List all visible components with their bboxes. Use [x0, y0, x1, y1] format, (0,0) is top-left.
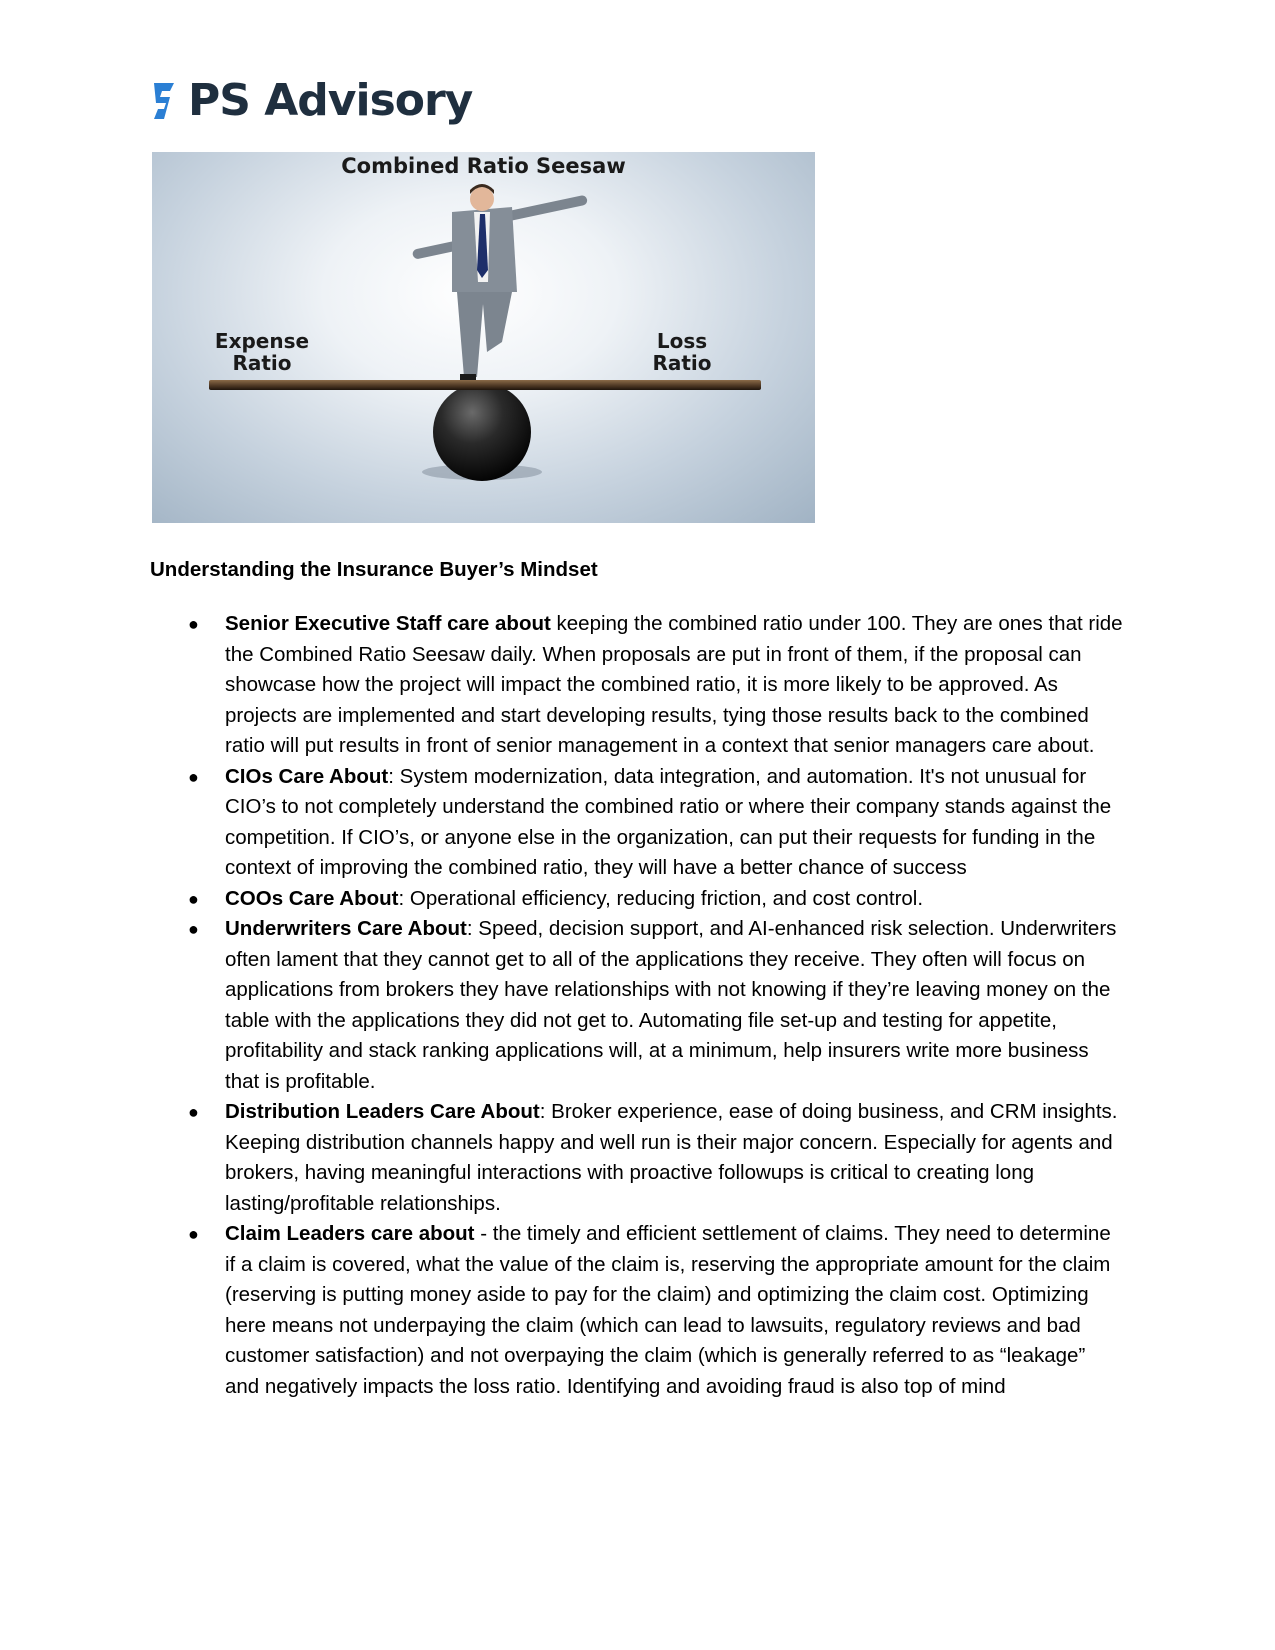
bullet-icon: ●	[188, 614, 199, 634]
bullet-text: : System modernization, data integration, and automation. It's not unusual for CIO’s to not completely understand the combined ratio or where their company stands against the competition. If CIO’s, or anyone else in the organization, can put their requests for funding in the context of improving the combined ratio, they will have a better chance of success	[225, 764, 1112, 879]
bullet-lead: Distribution Leaders Care About	[225, 1100, 540, 1123]
bullet-list	[0, 609, 1275, 1402]
bullet-lead: Senior Executive Staff care about	[225, 612, 551, 635]
bullet-text: keeping the combined ratio under 100. They are ones that ride the Combined Ratio Seesaw daily. When proposals are put in front of them, if the proposal can showcase how the project will impact the combined ratio, it is more likely to be approved. As projects are implemented and start developing results, tying those results back to the combined ratio will put results in front of senior management in a context that senior managers care about.	[225, 612, 1123, 757]
bullet-icon: ●	[188, 766, 199, 787]
seesaw-figure	[152, 152, 815, 523]
list-item	[188, 1219, 1125, 1402]
figure-title: Combined Ratio Seesaw	[341, 154, 626, 178]
list-item	[188, 609, 1125, 762]
bullet-lead: Underwriters Care About	[225, 917, 467, 940]
bullet-text: : Operational efficiency, reducing friction, and cost control.	[398, 886, 924, 910]
company-logo	[150, 74, 472, 128]
list-item	[188, 914, 1125, 1097]
bullet-lead: COOs Care About	[225, 886, 399, 910]
bullet-text: - the timely and efficient settlement of claims. They need to determine if a claim is covered, what the value of the claim is, reserving the appropriate amount for the claim (reserving is putting money aside to pay for the claim) and optimizing the claim cost. Optimizing here means not underpaying the claim (which can lead to lawsuits, regulatory reviews and bad customer satisfaction) and not overpaying the claim (which is generally referred to as “leakage” and negatively impacts the loss ratio. Identifying and avoiding fraud is also top of mind	[225, 1222, 1111, 1398]
seesaw-plank	[209, 380, 761, 390]
seesaw-ball	[433, 383, 531, 481]
ps-logo-mark-icon	[150, 81, 180, 121]
list-item	[188, 884, 1125, 915]
list-item	[188, 762, 1125, 884]
bullet-lead: CIOs Care About	[225, 764, 389, 788]
section-heading: Understanding the Insurance Buyer’s Mindset	[150, 558, 598, 581]
bullet-icon: ●	[188, 1102, 199, 1122]
bullet-icon: ●	[188, 888, 199, 909]
bullet-text: : Broker experience, ease of doing business, and CRM insights. Keeping distribution channels happy and well run is their major concern. Especially for agents and brokers, having meaningful interactions with proactive followups is critical to creating long lasting/profitable relationships.	[225, 1100, 1118, 1215]
list-item	[188, 1097, 1125, 1219]
bullet-text: : Speed, decision support, and AI-enhanced risk selection. Underwriters often lament that they cannot get to all of the applications they receive. They often will focus on applications from brokers they have relationships with not knowing if they’re leaving money on the table with the applications they did not get to. Automating file set-up and testing for appetite, profitability and stack ranking applications will, at a minimum, help insurers write more business that is profitable.	[225, 917, 1117, 1093]
logo-text: PS Advisory	[188, 75, 473, 126]
businessman-figure	[412, 184, 588, 380]
bullet-icon: ●	[188, 1224, 199, 1244]
loss-ratio-label: Loss Ratio	[652, 329, 712, 375]
bullet-icon: ●	[188, 919, 199, 939]
expense-ratio-label: Expense Ratio	[214, 329, 310, 375]
bullet-lead: Claim Leaders care about	[225, 1222, 475, 1245]
